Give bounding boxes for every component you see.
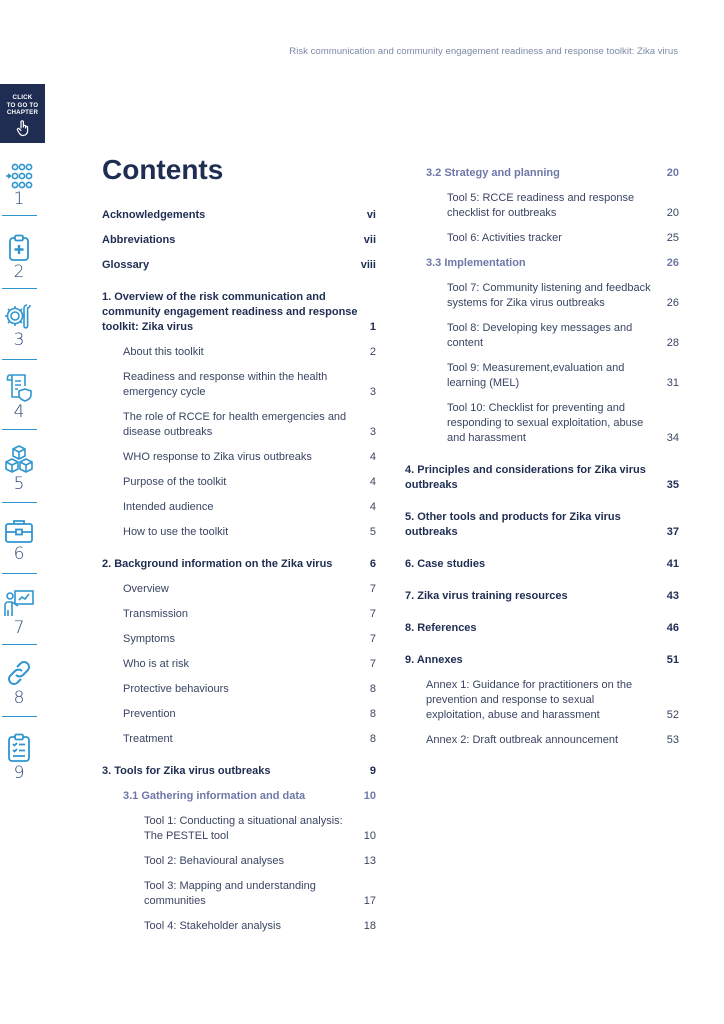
chapter-divider [2, 429, 37, 430]
toc-left-column [102, 208, 376, 934]
toc-entry[interactable] [405, 653, 679, 668]
toc-entry[interactable] [102, 290, 376, 335]
toc-entry-title: Intended audience [123, 501, 214, 513]
click-label-line3: CHAPTER [6, 109, 39, 116]
running-header: Risk communication and community engagement readiness and response toolkit: Zika virus [289, 46, 678, 57]
toc-entry-page: vii [363, 234, 376, 246]
toc-entry[interactable] [405, 231, 679, 246]
pointer-hand-icon [14, 119, 32, 137]
toc-entry-page: 3 [369, 386, 376, 398]
toc-entry[interactable] [102, 258, 376, 273]
toc-entry-title: Protective behaviours [123, 683, 229, 695]
toc-entry[interactable] [102, 208, 376, 223]
toc-entry-page: 18 [363, 920, 376, 932]
chapter-link-9[interactable] [0, 733, 38, 783]
toc-entry-page: 26 [666, 297, 679, 309]
checklist-clipboard-icon [6, 733, 32, 763]
toc-entry[interactable] [405, 256, 679, 271]
chapter-link-3[interactable] [0, 302, 38, 350]
click-to-chapter-badge [0, 84, 45, 143]
toc-entry-page: 7 [369, 608, 376, 620]
toc-entry-title: Tool 1: Conducting a situational analysis: The PESTEL tool [144, 815, 343, 842]
toc-right-column [405, 166, 679, 748]
toc-entry-page: 20 [666, 167, 679, 179]
toc-entry[interactable] [405, 166, 679, 181]
toc-entry-page: 26 [666, 257, 679, 269]
chapter-number: 6 [13, 544, 25, 564]
chapter-divider [2, 502, 37, 503]
toc-entry-title: Tool 7: Community listening and feedback systems for Zika virus outbreaks [447, 282, 651, 309]
toc-entry[interactable] [405, 361, 679, 391]
toc-entry-title: Tool 8: Developing key messages and content [447, 322, 633, 349]
toc-entry[interactable] [102, 657, 376, 672]
toc-entry[interactable] [405, 678, 679, 723]
toc-entry-title: Symptoms [123, 633, 175, 645]
toc-entry-page: 51 [666, 654, 679, 666]
stacked-cubes-icon [3, 444, 35, 474]
chapter-link-7[interactable] [0, 588, 38, 638]
toc-entry-page: 4 [369, 451, 376, 463]
chapter-number: 3 [13, 330, 25, 350]
toc-entry-page: 7 [369, 633, 376, 645]
toc-entry-title: Prevention [123, 708, 176, 720]
toc-entry-title: 5. Other tools and products for Zika virus outbreaks [405, 511, 621, 538]
chapter-number: 2 [13, 262, 25, 282]
toc-entry-page: 10 [363, 790, 376, 802]
toc-entry[interactable] [405, 621, 679, 636]
toc-entry-title: 9. Annexes [405, 654, 463, 666]
toc-entry-page: 20 [666, 207, 679, 219]
toc-entry[interactable] [405, 463, 679, 493]
toc-entry[interactable] [102, 607, 376, 622]
chapter-divider [2, 573, 37, 574]
toc-entry-page: 35 [666, 479, 679, 491]
toc-entry[interactable] [405, 191, 679, 221]
chapter-number: 1 [13, 189, 25, 209]
toc-entry-title: Glossary [102, 259, 150, 271]
toc-entry-page: viii [360, 259, 376, 271]
toc-entry-title: How to use the toolkit [123, 526, 229, 538]
toc-entry-title: Purpose of the toolkit [123, 476, 227, 488]
toc-entry-title: Tool 9: Measurement,evaluation and learning (MEL) [447, 362, 625, 389]
toc-entry[interactable] [405, 321, 679, 351]
toc-entry[interactable] [102, 764, 376, 779]
toc-entry-title: Tool 10: Checklist for preventing and responding to sexual exploitation, abuse and harassment [447, 402, 644, 444]
toc-entry[interactable] [102, 345, 376, 360]
toc-entry[interactable] [102, 450, 376, 465]
toc-entry[interactable] [405, 281, 679, 311]
toc-entry[interactable] [102, 475, 376, 490]
toc-entry[interactable] [102, 410, 376, 440]
toc-entry-page: 8 [369, 708, 376, 720]
toc-entry-title: About this toolkit [123, 346, 204, 358]
toc-entry[interactable] [102, 682, 376, 697]
toc-entry-page: 4 [369, 501, 376, 513]
page-title: Contents [102, 154, 224, 185]
toc-entry[interactable] [102, 732, 376, 747]
toc-entry-title: 3.2 Strategy and planning [426, 167, 560, 179]
toc-entry-title: 8. References [405, 622, 477, 634]
toc-entry[interactable] [405, 589, 679, 604]
toc-entry-page: 41 [666, 558, 679, 570]
toc-entry-title: 2. Background information on the Zika virus [102, 558, 333, 570]
chapter-divider [2, 215, 37, 216]
toc-entry-title: Tool 3: Mapping and understanding communities [144, 880, 316, 907]
toc-entry-page: 34 [666, 432, 679, 444]
toc-entry[interactable] [405, 401, 679, 446]
toc-entry[interactable] [405, 733, 679, 748]
chapter-divider [2, 359, 37, 360]
toc-entry-title: Annex 2: Draft outbreak announcement [426, 734, 619, 746]
toc-entry-page: 13 [363, 855, 376, 867]
toc-entry-title: Annex 1: Guidance for practitioners on the prevention and response to sexual exploitation, abuse and harassment [426, 679, 633, 721]
toc-entry-page: 10 [363, 830, 376, 842]
toc-entry-page: 9 [369, 765, 376, 777]
toc-entry-title: Readiness and response within the health emergency cycle [123, 371, 328, 398]
chapter-number: 5 [13, 474, 25, 494]
toc-entry-title: Acknowledgements [102, 209, 206, 221]
toc-entry-title: 3.1 Gathering information and data [123, 790, 306, 802]
chapter-link-1[interactable] [0, 163, 38, 209]
toc-entry[interactable] [102, 525, 376, 540]
toc-entry[interactable] [102, 233, 376, 248]
toc-entry-page: 52 [666, 709, 679, 721]
toc-entry-title: 1. Overview of the risk communication and community engagement readiness and response toolkit: Zika virus [102, 291, 358, 333]
gear-wrench-icon [4, 302, 34, 330]
toc-entry-page: 5 [369, 526, 376, 538]
toc-entry-page: 46 [666, 622, 679, 634]
toc-entry[interactable] [102, 500, 376, 515]
click-label-line1: CLICK [12, 94, 33, 101]
toc-entry-page: 17 [363, 895, 376, 907]
chapter-link-2[interactable] [0, 234, 38, 282]
toc-entry[interactable] [102, 707, 376, 722]
toc-entry-title: 4. Principles and considerations for Zika virus outbreaks [405, 464, 646, 491]
toc-entry-title: The role of RCCE for health emergencies and disease outbreaks [123, 411, 347, 438]
toc-entry[interactable] [102, 789, 376, 804]
toc-entry-page: 4 [369, 476, 376, 488]
toc-entry-title: 3.3 Implementation [426, 257, 526, 269]
toc-entry-title: Treatment [123, 733, 173, 745]
toc-entry-title: 7. Zika virus training resources [405, 590, 568, 602]
toc-entry-page: 28 [666, 337, 679, 349]
toc-entry-page: 1 [369, 321, 376, 333]
toc-entry-title: 6. Case studies [405, 558, 486, 570]
toc-entry-title: Overview [123, 583, 169, 595]
toc-entry-page: 7 [369, 658, 376, 670]
chapter-divider [2, 644, 37, 645]
chapter-link-4[interactable] [0, 372, 38, 422]
toc-entry-page: 25 [666, 232, 679, 244]
toc-entry-page: 3 [369, 426, 376, 438]
toc-entry-title: 3. Tools for Zika virus outbreaks [102, 765, 271, 777]
toc-entry-title: Tool 5: RCCE readiness and response checklist for outbreaks [447, 192, 635, 219]
chapter-link-5[interactable] [0, 444, 38, 494]
briefcase-icon [3, 518, 35, 544]
toc-entry[interactable] [102, 879, 376, 909]
chapter-divider [2, 716, 37, 717]
toc-entry[interactable] [102, 814, 376, 844]
toc-entry[interactable] [102, 557, 376, 572]
toc-entry[interactable] [102, 582, 376, 597]
toc-entry-page: 7 [369, 583, 376, 595]
toc-entry-page: 37 [666, 526, 679, 538]
toc-entry[interactable] [405, 557, 679, 572]
toc-entry[interactable] [102, 854, 376, 869]
toc-entry-title: Who is at risk [123, 658, 190, 670]
toc-entry-page: 8 [369, 733, 376, 745]
toc-entry-page: 2 [369, 346, 376, 358]
toc-entry-title: Tool 4: Stakeholder analysis [144, 920, 281, 932]
toc-entry-page: 31 [666, 377, 679, 389]
toc-entry-title: WHO response to Zika virus outbreaks [123, 451, 312, 463]
toc-entry-title: Tool 2: Behavioural analyses [144, 855, 285, 867]
chapter-link-6[interactable] [0, 518, 38, 564]
toc-entry-page: 6 [369, 558, 376, 570]
toc-entry[interactable] [102, 370, 376, 400]
chapter-number: 9 [13, 763, 25, 783]
chapter-number: 8 [13, 688, 25, 708]
click-label-line2: TO GO TO [6, 101, 39, 109]
chain-link-icon [4, 658, 34, 688]
presenter-board-icon [3, 588, 35, 618]
toc-entry-page: vi [366, 209, 376, 221]
toc-entry-page: 43 [666, 590, 679, 602]
toc-entry-title: Transmission [123, 608, 188, 620]
toc-entry-page: 8 [369, 683, 376, 695]
chapter-number: 4 [13, 402, 25, 422]
toc-entry[interactable] [102, 919, 376, 934]
chapter-link-8[interactable] [0, 658, 38, 708]
medical-clipboard-icon [6, 234, 32, 262]
scroll-shield-icon [5, 372, 33, 402]
chapter-number: 7 [13, 618, 25, 638]
flow-dots-icon [4, 163, 34, 189]
toc-entry[interactable] [102, 632, 376, 647]
toc-entry[interactable] [405, 510, 679, 540]
toc-entry-page: 53 [666, 734, 679, 746]
toc-entry-title: Tool 6: Activities tracker [447, 232, 562, 244]
chapter-divider [2, 288, 37, 289]
toc-entry-title: Abbreviations [102, 234, 176, 246]
